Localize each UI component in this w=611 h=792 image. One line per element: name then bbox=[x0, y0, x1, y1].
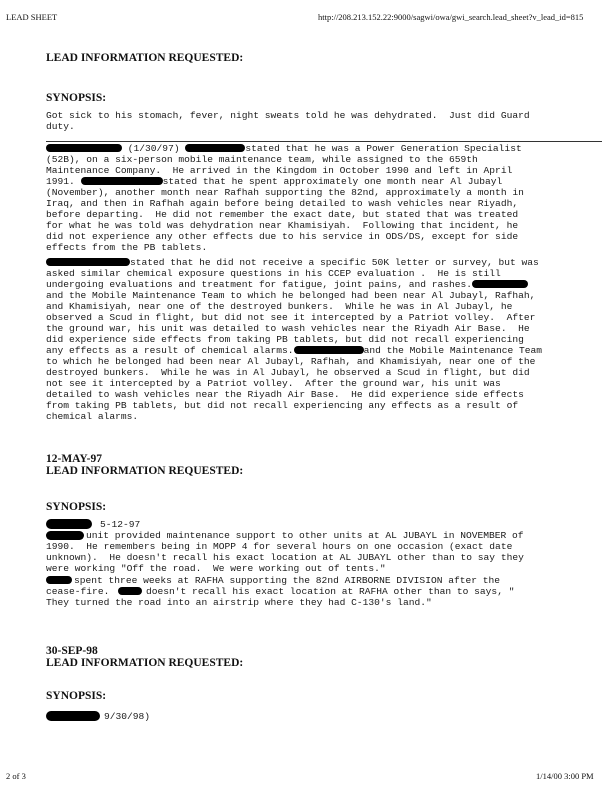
s2-line-2-first: spent three weeks at RAFHA supporting the 82nd AIRBORNE DIVISION after the bbox=[74, 575, 501, 586]
paragraph-1 bbox=[46, 143, 602, 253]
redaction bbox=[46, 531, 84, 540]
p1-date: (1/30/97) bbox=[127, 143, 180, 154]
p2-text-b: and the Mobile Maintenance Team to which he belonged had been near Al Jubayl, Rafhah, and Khamisiyah, near one of the destroyed bunkers. While he was in Al Jubayl, he observed a Scud in flight, but did not see it intercepted by a Patriot volley. After the ground war, his unit was detailed to wash vehicles near the Riyadh Air Base. He did experience side effects from taking PB tablets, but did not recall experiencing any effects as a result of chemical alarms. bbox=[46, 290, 536, 356]
lead-heading: LEAD INFORMATION REQUESTED: bbox=[46, 465, 244, 477]
lead-heading: LEAD INFORMATION REQUESTED: bbox=[46, 52, 244, 64]
s2-date-line: 5-12-97 bbox=[100, 519, 141, 530]
entry-date: 30-SEP-98 bbox=[46, 645, 98, 657]
synopsis-heading: SYNOPSIS: bbox=[46, 690, 107, 702]
lead-heading: LEAD INFORMATION REQUESTED: bbox=[46, 657, 244, 669]
redaction bbox=[472, 280, 528, 288]
p2-text-c: and the Mobile Maintenance Team to which he belonged had been near Al Jubayl, Rafhah, and Khamisiyah, near one of the destroyed bunkers. While he was in Al Jubayl, he observed a Scud in flight, but did not see it intercepted by a Patriot volley. After the ground war, his unit was detailed to wash vehicles near the Riyadh Air Base. He did experience side effects from taking PB tablets, but did not recall experiencing any effects as a result of chemical alarms. bbox=[46, 345, 543, 422]
s2-line-3-rest: They turned the road into an airstrip where they had C-130's land." bbox=[46, 597, 432, 608]
synopsis-heading: SYNOPSIS: bbox=[46, 92, 107, 104]
paragraph-2 bbox=[46, 257, 602, 422]
page-number: 2 of 3 bbox=[6, 771, 26, 781]
s2-line-2-rest: cease-fire. bbox=[46, 586, 110, 597]
p2-text-a: stated that he did not receive a specific 50K letter or survey, but was asked similar chemical exposure questions in his CCEP evaluation . He is still undergoing evaluations and treatment for fatigue, joint pains, and rashes. bbox=[46, 257, 539, 290]
redaction bbox=[46, 711, 100, 721]
redaction bbox=[46, 519, 92, 529]
redaction bbox=[81, 177, 163, 185]
redaction bbox=[118, 587, 142, 595]
s2-line-1-first: unit provided maintenance support to other units at AL JUBAYL in NOVEMBER of bbox=[86, 530, 524, 541]
divider bbox=[46, 141, 602, 142]
p1-text-b: (52B), on a six-person mobile maintenance team, while assigned to the 659th Maintenance Company. He arrived in the Kingdom in October 1990 and left in April 1991. bbox=[46, 154, 513, 187]
header-title: LEAD SHEET bbox=[6, 12, 58, 22]
redaction bbox=[46, 258, 130, 266]
p1-text-a: stated that he was a Power Generation Specialist bbox=[245, 143, 522, 154]
s2-line-3-first: doesn't recall his exact location at RAFHA other than to says, " bbox=[146, 586, 515, 597]
p1-text-c: stated that he spent approximately one month near Al Jubayl (November), another month near Rafhah supporting the 82nd, approximately a month in Iraq, and then in Rafhah again before being detailed to wash vehicles near Riyadh, before departing. He did not remember the exact date, but stated that was treated for what he was told was dehydration near Khamisiyah. Following that incident, he did not experience any other effects due to his service in ODS/DS, except for side effects from the PB tablets. bbox=[46, 176, 524, 253]
header-url: http://208.213.152.22:9000/sagwi/owa/gwi_search.lead_sheet?v_lead_id=815 bbox=[318, 12, 584, 22]
redaction bbox=[46, 144, 122, 152]
s2-line-1-rest: 1990. He remembers being in MOPP 4 for several hours on one occasion (exact date unknown). He doesn't recall his exact location at AL JUBAYL other than to say they were working "Off the road. We were working out of tents." bbox=[46, 541, 524, 574]
s3-date-line: 9/30/98) bbox=[104, 711, 151, 722]
redaction bbox=[294, 346, 364, 354]
synopsis-heading: SYNOPSIS: bbox=[46, 501, 107, 513]
entry-date: 12-MAY-97 bbox=[46, 453, 103, 465]
print-timestamp: 1/14/00 3:00 PM bbox=[536, 771, 594, 781]
redaction bbox=[46, 576, 72, 584]
redaction bbox=[185, 144, 245, 152]
synopsis-text: Got sick to his stomach, fever, night sweats told he was dehydrated. Just did Guard duty. bbox=[46, 110, 530, 132]
